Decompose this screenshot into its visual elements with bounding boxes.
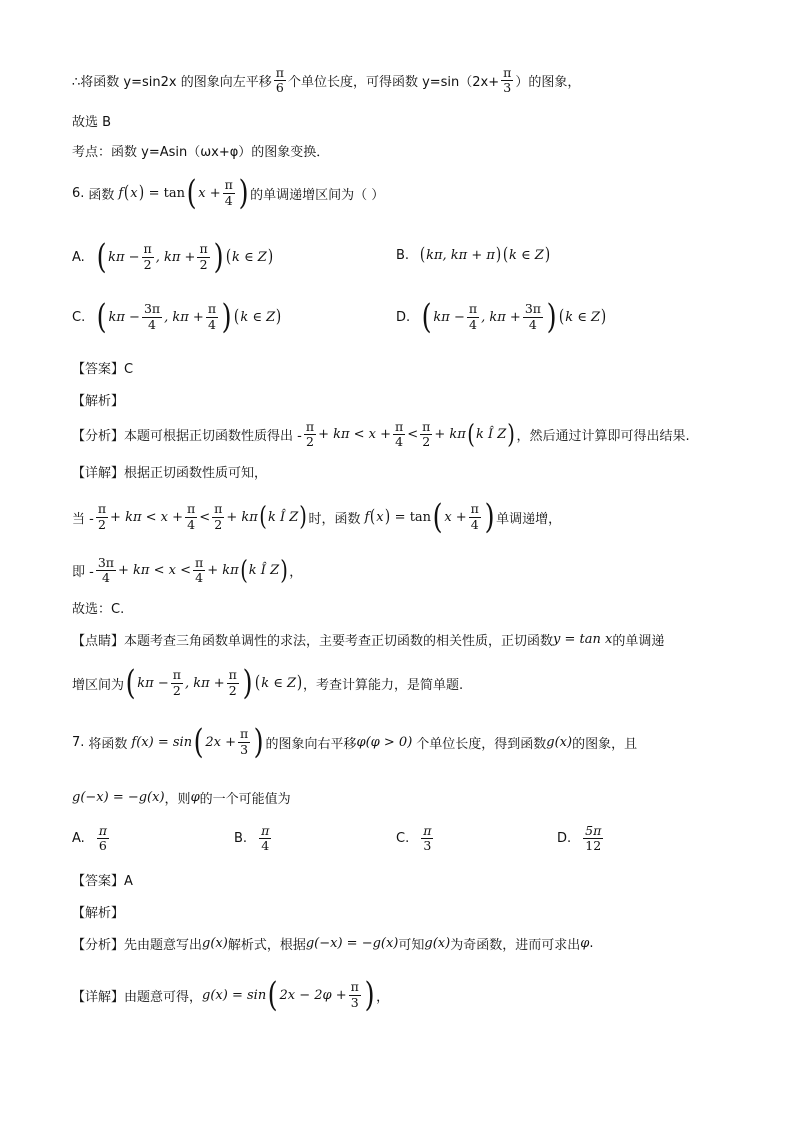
fenxi-6-a: 本题可根据正切函数性质得出 -	[124, 429, 302, 445]
question-6-tail: 的单调递增区间为（ ）	[250, 187, 385, 203]
q7-option-d-label: D.	[557, 831, 572, 847]
choose-c-text: 故选：C.	[72, 602, 125, 617]
option-d-frac-1: $\frac{\pi}{4}$	[468, 301, 478, 332]
fenxi-6-e: ，然后通过计算即可得出结果.	[516, 429, 690, 445]
q7-option-c[interactable]	[396, 824, 435, 854]
option-d-left: kπ −	[433, 309, 465, 325]
xiangjie-7-frac: $\frac{\pi}{3}$	[350, 979, 359, 1010]
when-6-e: 时，函数	[308, 511, 361, 527]
q7-option-d[interactable]	[557, 824, 605, 854]
fenxi-7-b: 解析式，根据	[227, 938, 306, 953]
fenxi-7-c: 可知	[398, 938, 425, 953]
when-6-line: 当 - $\frac{\pi}{2}$ + kπ < x + $\frac{\pi}{4}$ < $\frac{\pi}{2}$ + kπ ( k Î Z ) 时，函数 f ( x ) = tan ( x + $\frac{\pi}{4}$ ) 单调递增，	[72, 497, 562, 537]
option-a-frac-1: $\frac{\pi}{2}$	[143, 241, 152, 272]
question-7-stem: 7. 将函数 f(x) = sin ( 2x + $\frac{\pi}{3}$ ) 的图象向右平移 φ(φ > 0) 个单位长度，得到函数 g(x) 的图象，且	[72, 722, 638, 762]
xiangjie-7-line: 【详解】 由题意可得， g(x) = sin ( 2x − 2φ + $\frac{\pi}{3}$ ) ，	[72, 975, 390, 1015]
analysis-6-heading	[72, 390, 734, 409]
fenxi-7-a: 先由题意写出	[124, 938, 203, 953]
q7-option-c-frac: $\frac{\pi}{3}$	[423, 823, 432, 854]
option-d-k: k ∈ Z	[565, 309, 601, 325]
fenxi-6-line: 【分析】 本题可根据正切函数性质得出 - $\frac{\pi}{2}$ + kπ < x + $\frac{\pi}{4}$ < $\frac{\pi}{2}$ + kπ ( k Î Z ) ，然后通过计算即可得出结果.	[72, 419, 690, 450]
answer-6-text: 【答案】C	[72, 362, 134, 377]
shift-text-a: ∴将函数 y=sin2x 的图象向左平移	[72, 75, 272, 91]
dianjing-6b-b: kπ −	[137, 675, 169, 691]
q7-option-b-label: B.	[234, 831, 248, 847]
xiangjie-7-a: 由题意可得，	[124, 989, 203, 1005]
choose-b-line	[72, 111, 734, 130]
dianjing-6b-c: , kπ +	[184, 675, 225, 691]
analysis-7-heading	[72, 902, 734, 921]
option-b-k: k ∈ Z	[508, 247, 544, 263]
function-name-f: f	[118, 185, 124, 201]
dianjing-6b-frac-2: $\frac{\pi}{2}$	[228, 667, 237, 698]
shift-conclusion-line	[72, 66, 734, 96]
question-7b-b: ，则	[164, 792, 191, 807]
question-7-b: 的图象向右平移	[265, 736, 357, 752]
choose-b-text: 故选 B	[72, 115, 112, 130]
fenxi-6-c: <	[407, 427, 419, 443]
choose-c-line	[72, 598, 734, 617]
ie-6-c: + kπ	[207, 563, 239, 579]
fenxi-6-frac-1: $\frac{\pi}{2}$	[305, 419, 315, 450]
option-b-body: kπ, kπ + π	[426, 247, 495, 263]
fenxi-6-frac-3: $\frac{\pi}{2}$	[422, 419, 431, 450]
fenxi-6-d: + kπ	[434, 427, 466, 443]
option-c-left: kπ −	[108, 309, 140, 325]
q6-option-a[interactable]: A. ( kπ − $\frac{\pi}{2}$ , kπ + $\frac{\pi}{2}$ ) ( k ∈ Z )	[72, 237, 273, 277]
fenxi-7-d: 为奇函数，进而可求出	[450, 938, 581, 953]
question-7-gx: g(x)	[546, 734, 573, 750]
dianjing-6-line-2: 增区间为 ( kπ − $\frac{\pi}{2}$ , kπ + $\frac{\pi}{2}$ ) ( k ∈ Z ) ，考查计算能力，是简单题.	[72, 663, 464, 703]
fenxi-7-g2: g(−x) = −g(x)	[305, 936, 399, 951]
shift-fraction-pi-3: $\frac{\pi}{3}$	[503, 65, 512, 96]
xiangjie-7-inner: 2x − 2φ +	[279, 987, 347, 1003]
tan-inner-x: x +	[198, 185, 221, 201]
dianjing-6b-k: k ∈ Z	[261, 675, 296, 691]
ie-6-frac-1: $\frac{3\pi}{4}$	[97, 555, 114, 586]
fenxi-7-g1: g(x)	[202, 936, 228, 951]
fenxi-7-line	[72, 934, 734, 953]
ie-6-k: k Î Z	[248, 563, 280, 579]
when-6-frac-3: $\frac{\pi}{2}$	[214, 501, 223, 532]
dianjing-6b-a: 增区间为	[72, 677, 125, 693]
fenxi-7-phi: φ	[580, 936, 590, 951]
question-6-number: 6.	[72, 185, 85, 201]
function-arg-x: x	[130, 185, 138, 201]
kaodian-line	[72, 141, 734, 160]
xiangjie-7-gx: g(x) = sin	[202, 987, 267, 1003]
question-7-inner: 2x +	[205, 734, 236, 750]
when-6-fx: f	[364, 509, 370, 525]
option-d-label: D.	[396, 309, 411, 325]
option-a-label: A.	[72, 249, 85, 265]
when-6-eq: = tan	[394, 509, 432, 525]
question-7-a: 将函数	[88, 736, 128, 752]
fenxi-6-b: + kπ < x +	[318, 427, 392, 443]
fenxi-6-k: k Î Z	[475, 427, 507, 443]
q6-option-b[interactable]: B. ( kπ, kπ + π ) ( k ∈ Z )	[396, 244, 550, 265]
answer-7-line	[72, 870, 734, 889]
option-a-frac-2: $\frac{\pi}{2}$	[199, 241, 208, 272]
equals-tan: = tan	[148, 185, 186, 201]
when-6-frac-2: $\frac{\pi}{4}$	[187, 501, 196, 532]
question-7-phi: φ(φ > 0)	[356, 734, 413, 750]
question-7-frac: $\frac{\pi}{3}$	[239, 726, 249, 757]
kaodian-text: 考点：函数 y=Asin（ωx+φ）的图象变换．	[72, 145, 330, 160]
when-6-a: 当 -	[72, 511, 94, 527]
q7-option-a-label: A.	[72, 831, 85, 847]
option-a-left: kπ −	[108, 249, 140, 265]
fenxi-7-e: .	[589, 936, 594, 951]
dianjing-6-text: 本题考查三角函数单调性的求法，主要考查正切函数的相关性质，正切函数	[124, 634, 554, 649]
dianjing-6-tag: 【点睛】	[72, 634, 125, 649]
when-6-c: <	[199, 509, 211, 525]
when-6-b: + kπ < x +	[110, 509, 184, 525]
q7-option-a-frac: $\frac{\pi}{6}$	[98, 823, 108, 854]
dianjing-6b-frac-1: $\frac{\pi}{2}$	[172, 667, 181, 698]
q7-option-c-label: C.	[396, 831, 410, 847]
question-7b-c: 的一个可能值为	[199, 792, 291, 807]
option-c-k: k ∈ Z	[240, 309, 276, 325]
when-6-x: x	[376, 509, 384, 525]
fenxi-7-g3: g(x)	[424, 936, 451, 951]
ie-6-line: 即 - $\frac{3\pi}{4}$ + kπ < x < $\frac{\pi}{4}$ + kπ ( k Î Z ) ，	[72, 555, 303, 586]
question-7-e: 的图象，且	[572, 736, 638, 752]
q7-option-b-frac: $\frac{\pi}{4}$	[261, 823, 270, 854]
q6-option-d[interactable]: D. ( kπ − $\frac{\pi}{4}$ , kπ + $\frac{3\pi}{4}$ ) ( k ∈ Z )	[396, 297, 607, 337]
dianjing-6-tail: 的单调递	[612, 634, 665, 649]
analysis-7-text: 【解析】	[72, 906, 125, 921]
question-7-fx: f(x) = sin	[131, 734, 193, 750]
q7-option-b[interactable]	[234, 824, 273, 854]
when-6-frac-1: $\frac{\pi}{2}$	[97, 501, 107, 532]
option-c-label: C.	[72, 309, 86, 325]
question-6-stem: 6. 函数 f ( x ) = tan ( x + $\frac{\pi}{4}$ ) 的单调递增区间为（ ）	[72, 173, 385, 213]
fraction-pi-4: $\frac{\pi}{4}$	[224, 177, 233, 208]
shift-text-b: 个单位长度，可得函数 y=sin（2x+	[287, 75, 500, 91]
answer-6-line	[72, 358, 734, 377]
dianjing-6-fn: y = tan x	[553, 632, 613, 647]
xiangjie-6-line	[72, 462, 734, 481]
ie-6-frac-2: $\frac{\pi}{4}$	[194, 555, 204, 586]
option-d-frac-2: $\frac{3\pi}{4}$	[524, 301, 541, 332]
option-d-right: , kπ +	[481, 309, 521, 325]
when-6-frac-4: $\frac{\pi}{4}$	[470, 501, 479, 532]
question-7-stem-2	[72, 788, 734, 807]
question-7-c: 个单位长度，得到函数	[416, 736, 547, 752]
analysis-6-text: 【解析】	[72, 394, 125, 409]
q6-option-c[interactable]: C. ( kπ − $\frac{3\pi}{4}$ , kπ + $\frac{\pi}{4}$ ) ( k ∈ Z )	[72, 297, 282, 337]
xiangjie-7-e: ，	[376, 989, 390, 1005]
q7-option-a[interactable]	[72, 824, 111, 854]
xiangjie-7-tag: 【详解】	[72, 989, 125, 1005]
shift-fraction-pi-6: $\frac{\pi}{6}$	[275, 65, 284, 96]
xiangjie-6-text: 【详解】根据正切函数性质可知，	[72, 466, 268, 481]
dianjing-6-line	[72, 630, 734, 649]
question-7-number: 7.	[72, 734, 85, 750]
ie-6-d: ，	[289, 565, 303, 581]
question-7b-a: g(−x) = −g(x)	[72, 790, 165, 805]
shift-text-c: ）的图象，	[515, 75, 581, 91]
option-c-frac-1: $\frac{3\pi}{4}$	[143, 301, 161, 332]
option-c-right: , kπ +	[164, 309, 204, 325]
question-6-lead: 函数	[88, 187, 115, 203]
q7-option-d-frac: $\frac{5\pi}{12}$	[585, 823, 602, 854]
dianjing-6b-d: ，考查计算能力，是简单题.	[303, 677, 464, 693]
ie-6-a: 即 -	[72, 565, 94, 581]
fenxi-6-frac-2: $\frac{\pi}{4}$	[395, 419, 404, 450]
option-a-k: k ∈ Z	[231, 249, 267, 265]
question-7b-phi: φ	[190, 790, 200, 805]
option-a-right: , kπ +	[155, 249, 196, 265]
when-6-k: k Î Z	[267, 509, 299, 525]
ie-6-b: + kπ < x <	[118, 563, 191, 579]
when-6-inner: x +	[444, 509, 467, 525]
answer-7-text: 【答案】A	[72, 874, 133, 889]
option-c-frac-2: $\frac{\pi}{4}$	[207, 301, 217, 332]
fenxi-7-tag: 【分析】	[72, 938, 125, 953]
fenxi-6-tag: 【分析】	[72, 429, 125, 445]
when-6-f: 单调递增，	[496, 511, 562, 527]
when-6-d: + kπ	[226, 509, 258, 525]
option-b-label: B.	[396, 247, 410, 263]
